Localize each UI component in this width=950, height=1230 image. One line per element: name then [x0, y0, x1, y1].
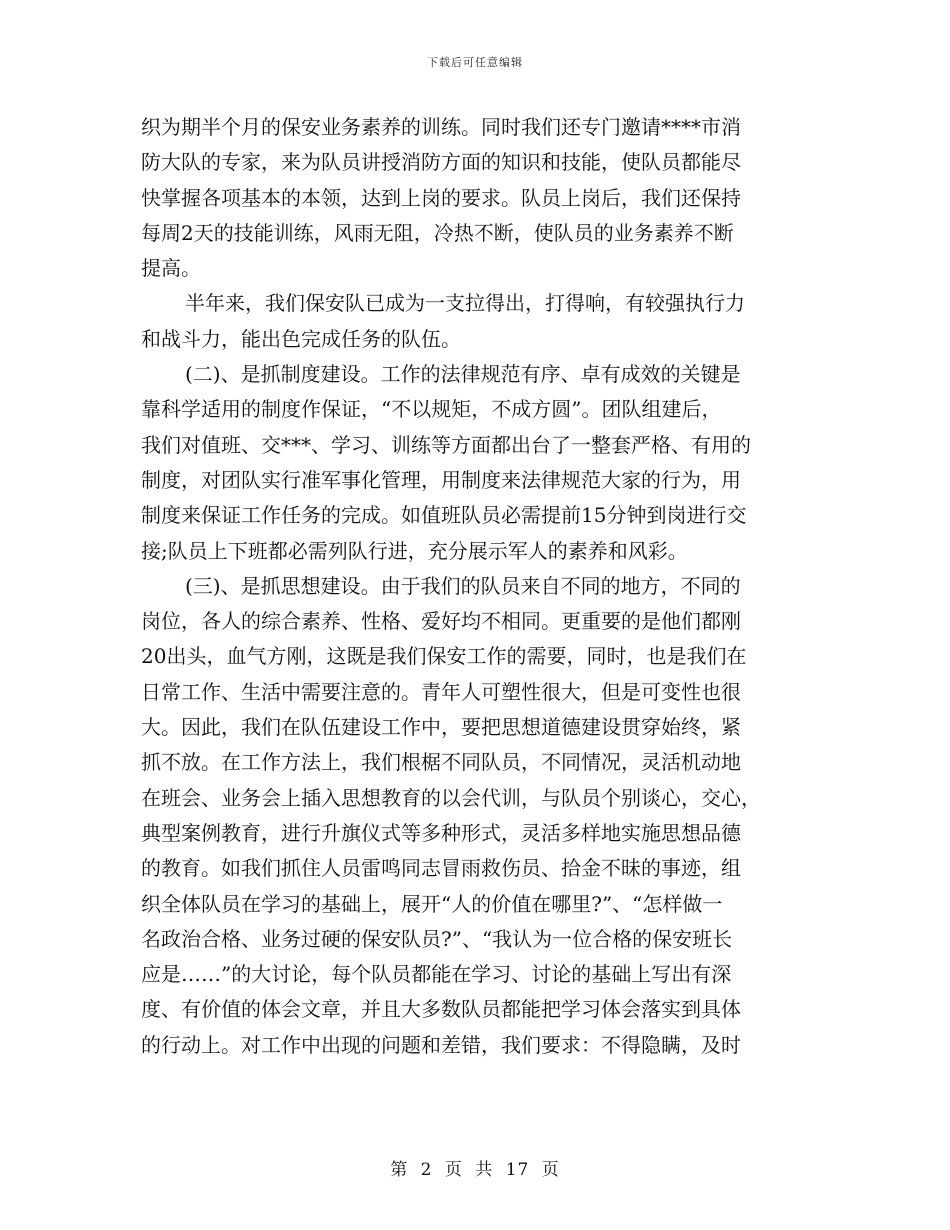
text-line: 在班会、业务会上插入思想教育的以会代训，与队员个别谈心，交心，: [141, 785, 761, 810]
text-line: 的行动上。对工作中出现的问题和差错，我们要求：不得隐瞒，及时: [141, 1032, 741, 1057]
text-line: 名政治合格、业务过硬的保安队员?”、“我认为一位合格的保安班长: [141, 926, 733, 951]
text-line: 大。因此，我们在队伍建设工作中，要把思想道德建设贯穿始终，紧: [141, 715, 741, 740]
header-note: 下载后可任意编辑: [427, 56, 523, 69]
text-line: 每周2天的技能训练，风雨无阻，冷热不断，使队员的业务素养不断: [141, 220, 734, 245]
text-line: 织全体队员在学习的基础上，展开“人的价值在哪里?”、“怎样做一: [141, 891, 723, 916]
text-line: 的教育。如我们抓住人员雷鸣同志冒雨救伤员、拾金不昧的事迹，组: [141, 856, 741, 881]
paragraph-start-line: (三)、是抓思想建设。由于我们的队员来自不同的地方，不同的: [185, 573, 741, 598]
paragraph-start-line: 半年来，我们保安队已成为一支拉得出，打得响，有较强执行力: [185, 291, 745, 316]
text-line: 度、有价值的体会文章，并且大多数队员都能把学习体会落实到具体: [141, 997, 741, 1022]
page-number-footer: 第 2 页 共 17 页: [390, 1160, 560, 1180]
text-line: 防大队的专家，来为队员讲授消防方面的知识和技能，使队员都能尽: [141, 150, 741, 175]
text-line: 日常工作、生活中需要注意的。青年人可塑性很大，但是可变性也很: [141, 679, 741, 704]
text-line: 岗位，各人的综合素养、性格、爱好均不相同。更重要的是他们都刚: [141, 609, 741, 634]
text-line: 织为期半个月的保安业务素养的训练。同时我们还专门邀请****市消: [141, 115, 741, 139]
text-line: 20出头，血气方刚，这既是我们保安工作的需要，同时，也是我们在: [141, 644, 747, 669]
text-line: 制度来保证工作任务的完成。如值班队员必需提前15分钟到岗进行交: [141, 503, 747, 528]
paragraph-start-line: (二)、是抓制度建设。工作的法律规范有序、卓有成效的关键是: [185, 362, 741, 387]
text-line: 抓不放。在工作方法上，我们根椐不同队员，不同情况，灵活机动地: [141, 750, 741, 775]
text-line: 制度，对团队实行准军事化管理，用制度来法律规范大家的行为，用: [141, 467, 741, 492]
text-line: 应是……”的大讨论，每个队员都能在学习、讨论的基础上写出有深: [141, 962, 732, 987]
text-line: 提高。: [141, 256, 201, 281]
text-line: 典型案例教育，进行升旗仪式等多种形式，灵活多样地实施思想品德: [141, 820, 741, 845]
text-line: 和战斗力，能出色完成任务的队伍。: [141, 326, 461, 351]
text-line: 接;队员上下班都必需列队行进，充分展示军人的素养和风彩。: [141, 538, 688, 563]
text-line: 我们对值班、交***、学习、训练等方面都出台了一整套严格、有用的: [141, 432, 751, 457]
body-text: [141, 110, 806, 1063]
text-line: 快掌握各项基本的本领，达到上岗的要求。队员上岗后，我们还保持: [141, 185, 741, 210]
text-line: 靠科学适用的制度作保证，“不以规矩，不成方圆”。团队组建后，: [141, 397, 722, 422]
